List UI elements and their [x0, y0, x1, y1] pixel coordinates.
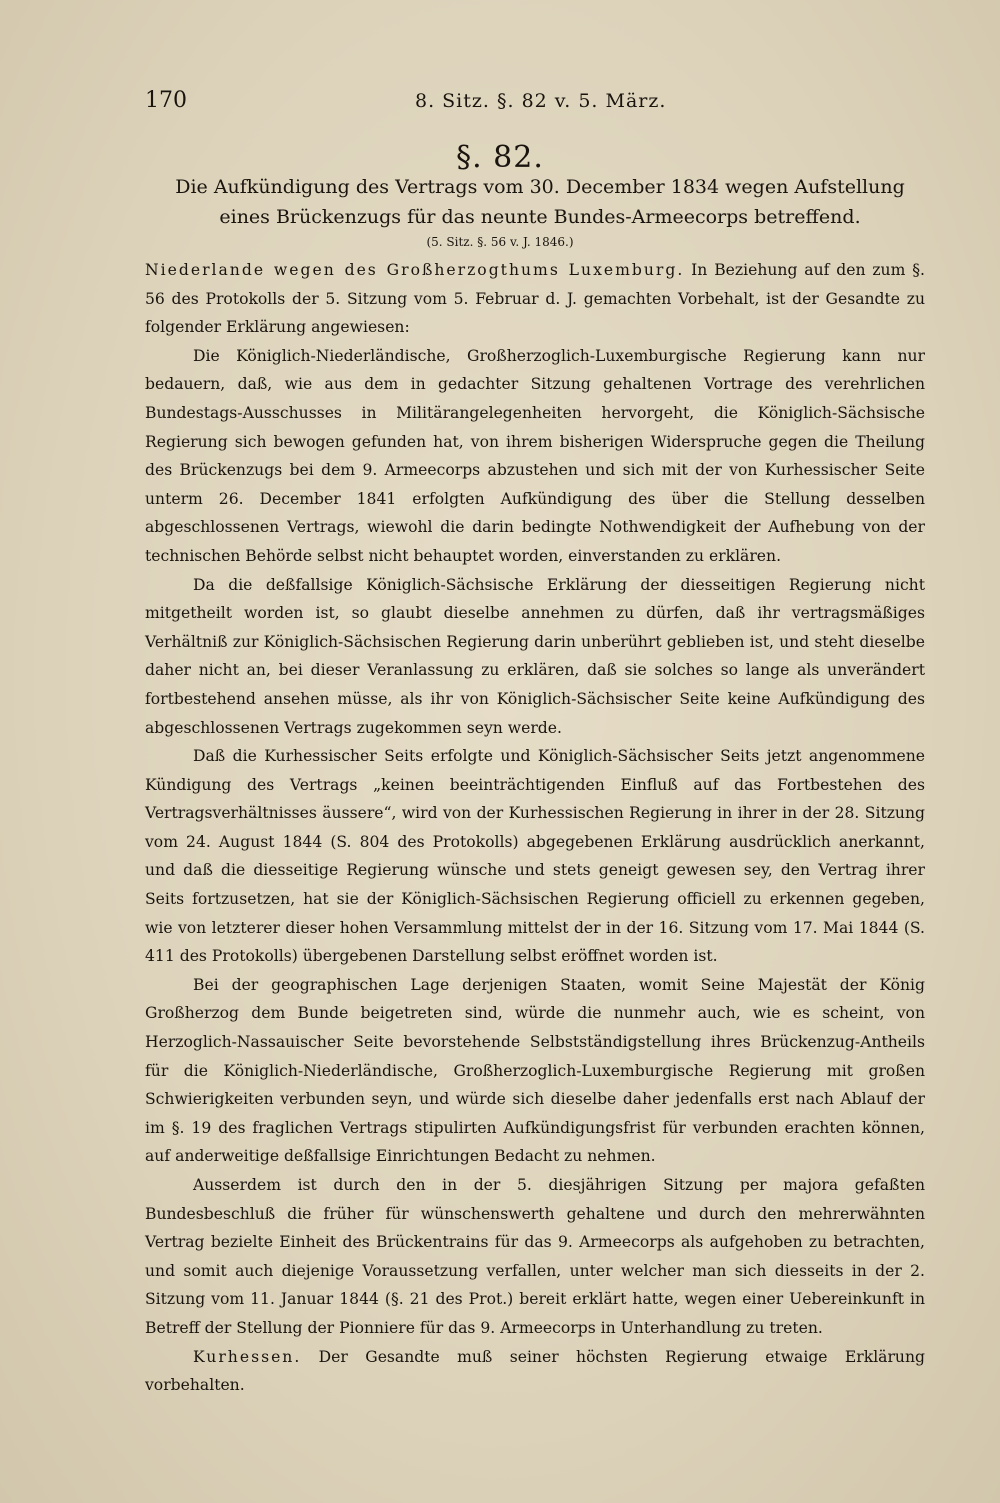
paragraph-lead: Kurhessen.: [193, 1347, 302, 1366]
paragraph-lead: Niederlande wegen des Großherzogthums Luxemburg.: [145, 261, 685, 279]
section-number: §. 82.: [456, 140, 544, 175]
paragraph: Daß die Kurhessischer Seits erfolgte und Königlich-Sächsischer Seits jetzt angenommene Kündigung des Vertrags „keinen beeinträchtigenden Einfluß auf das Fortbestehen des Vertragsverhältnisses äussere“, wird von der Kurhessischen Regierung in ihrer in der 28. Sitzung vom 24. August 1844 (S. 804 des Protokolls) abgegebenen Erklärung ausdrücklich anerkannt, und daß die diesseitige Regierung wünsche und stets geneigt gewesen sey, den Vertrag ihrer Seits fortzusetzen, hat sie der Königlich-Sächsischen Regierung officiell zu erkennen gegeben, wie von letzterer dieser hohen Versammlung mittelst der in der 16. Sitzung vom 17. Mai 1844 (S. 411 des Protokolls) übergebenen Darstellung selbst eröffnet worden ist.: [145, 747, 925, 966]
paragraph-text: Der Gesandte muß seiner höchsten Regierung etwaige Erklärung vorbehalten.: [145, 1347, 925, 1395]
paragraph: Da die deßfallsige Königlich-Sächsische Erklärung der diesseitigen Regierung nicht mitgetheilt worden ist, so glaubt dieselbe annehmen zu dürfen, daß ihr vertragsmäßiges Verhältniß zur Königlich-Sächsischen Regierung darin unberührt geblieben ist, und steht dieselbe daher nicht an, bei dieser Veranlassung zu erklären, daß sie solches so lange als unverändert fortbestehend ansehen müsse, als ihr von Königlich-Sächsischer Seite keine Aufkündigung des abgeschlossenen Vertrags zugekommen seyn werde.: [145, 575, 925, 737]
paragraph: Ausserdem ist durch den in der 5. diesjährigen Sitzung per majora gefaßten Bundesbeschluß die früher für wünschenswerth gehaltene und durch den mehrerwähnten Vertrag bezielte Einheit des Brückentrains für das 9. Armeecorps als aufgehoben zu betrachten, und somit auch diejenige Voraussetzung verfallen, unter welcher man sich diesseits in der 2. Sitzung vom 11. Januar 1844 (§. 21 des Prot.) bereit erklärt hatte, wegen einer Uebereinkunft in Betreff der Stellung der Pionniere für das 9. Armeecorps in Unterhandlung zu treten.: [145, 1176, 925, 1337]
section-reference: (5. Sitz. §. 56 v. J. 1846.): [426, 235, 574, 249]
page-header: [145, 88, 925, 118]
section-heading: Die Aufkündigung des Vertrags vom 30. December 1834 wegen Aufstellung eines Brückenzugs für das neunte Bundes-Armeecorps betreffend.: [175, 176, 905, 228]
paragraph: Die Königlich-Niederländische, Großherzoglich-Luxemburgische Regierung kann nur bedauern, daß, wie aus dem in gedachter Sitzung gehaltenen Vortrage des verehrlichen Bundestags-Ausschusses in Militärangelegenheiten hervorgeht, die Königlich-Sächsische Regierung sich bewogen gefunden hat, von ihrem bisherigen Widerspruche gegen die Theilung des Brückenzugs bei dem 9. Armeecorps abzustehen und sich mit der von Kurhessischer Seite unterm 26. December 1841 erfolgten Aufkündigung des über die Stellung desselben abgeschlossenen Vertrags, wiewohl die darin bedingte Nothwendigkeit der Aufhebung von der technischen Behörde selbst nicht behauptet worden, einverstanden zu erklären.: [145, 346, 925, 565]
page-number: 170: [145, 88, 187, 113]
body-text: [145, 256, 925, 1400]
paragraph: Bei der geographischen Lage derjenigen Staaten, womit Seine Majestät der König Großherzog dem Bunde beigetreten sind, würde die nunmehr auch, wie es scheint, von Herzoglich-Nassauischer Seite bevorstehende Selbstständigstellung ihres Brückenzug-Antheils für die Königlich-Niederländische, Großherzoglich-Luxemburgische Regierung mit großen Schwierigkeiten verbunden seyn, und würde sich dieselbe daher jedenfalls erst nach Ablauf der im §. 19 des fraglichen Vertrags stipulirten Aufkündigungsfrist für verbunden erachten können, auf anderweitige deßfallsige Einrichtungen Bedacht zu nehmen.: [145, 975, 925, 1166]
paragraph: [145, 1343, 925, 1400]
running-head: 8. Sitz. §. 82 v. 5. März.: [415, 90, 667, 112]
paragraph: [145, 256, 925, 342]
paragraph-text: In Beziehung auf den zum §. 56 des Protokolls der 5. Sitzung vom 5. Februar d. J. gemachten Vorbehalt, ist der Gesandte zu folgender Erklärung angewiesen:: [145, 261, 925, 337]
